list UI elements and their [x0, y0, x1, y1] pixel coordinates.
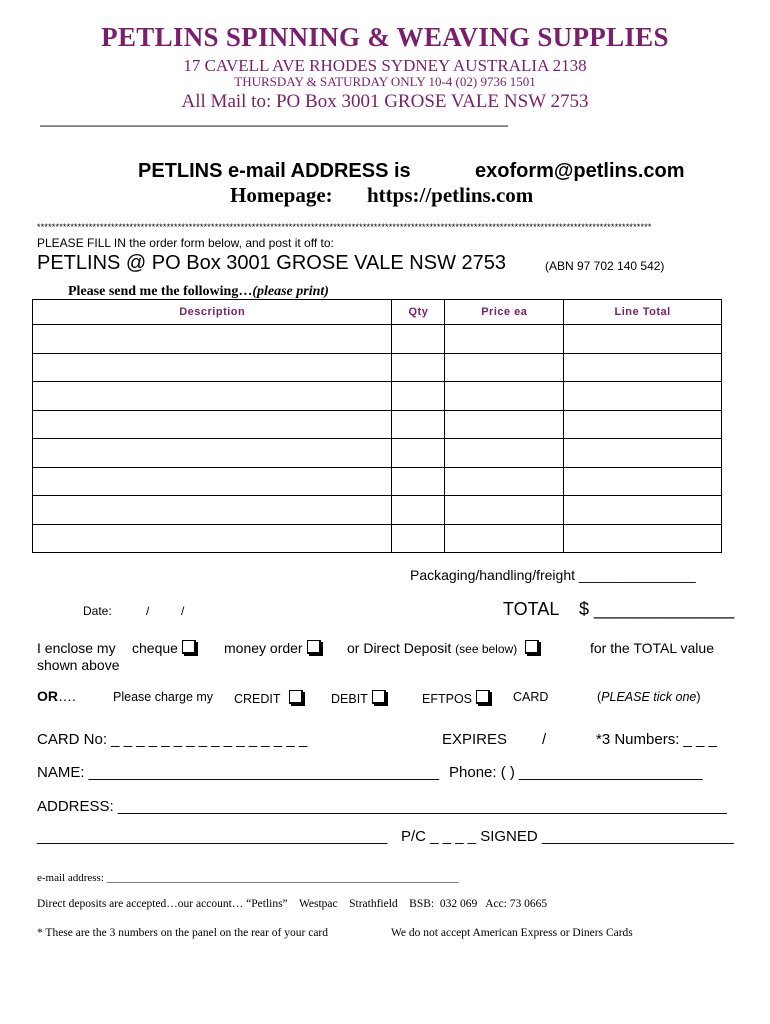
description-cell[interactable] [33, 325, 392, 354]
description-cell[interactable] [33, 524, 392, 553]
direct-deposit-option[interactable] [347, 640, 539, 656]
email-field[interactable]: e-mail address: ________________________________________________________________ [37, 872, 459, 884]
debit-option[interactable] [331, 690, 386, 706]
tick-one-text: PLEASE tick one [601, 690, 697, 704]
address-line-2[interactable]: __________________________________________ [37, 828, 388, 845]
card-number-field[interactable]: CARD No: _ _ _ _ _ _ _ _ _ _ _ _ _ _ _ _ [37, 731, 308, 748]
store-address: 17 CAVELL AVE RHODES SYDNEY AUSTRALIA 2138 [183, 56, 587, 75]
qty-cell[interactable] [392, 524, 445, 553]
line-total-cell[interactable] [564, 439, 722, 468]
packaging-line[interactable]: Packaging/handling/freight _______________ [410, 567, 696, 583]
three-numbers-note: * These are the 3 numbers on the panel on the rear of your card [37, 927, 329, 939]
line-total-cell[interactable] [564, 524, 722, 553]
table-row [33, 325, 722, 354]
store-title: PETLINS SPINNING & WEAVING SUPPLIES [101, 22, 669, 52]
credit-option[interactable] [234, 690, 303, 706]
send-following-text: Please send me the following… [68, 284, 253, 299]
three-numbers-field[interactable]: *3 Numbers: _ _ _ [596, 731, 717, 748]
description-cell[interactable] [33, 353, 392, 382]
tick-one-note: (PLEASE tick one) [597, 690, 701, 704]
column-header-description: Description [33, 300, 392, 325]
date-slash-1: / [146, 604, 150, 618]
line-total-cell[interactable] [564, 382, 722, 411]
line-total-cell[interactable] [564, 496, 722, 525]
direct-deposit-details: Direct deposits are accepted…our account… “Petlins” Westpac Strathfield BSB: 032 069 Acc: 73 0665 [37, 898, 548, 910]
credit-checkbox[interactable] [289, 690, 303, 704]
address-field[interactable]: ADDRESS: _________________________________________________________________________ [37, 798, 727, 815]
table-row [33, 467, 722, 496]
card-label: CARD [513, 690, 549, 704]
expires-label: EXPIRES [442, 731, 508, 748]
homepage-link[interactable]: https://petlins.com [367, 183, 534, 207]
column-header-price: Price ea [445, 300, 564, 325]
qty-cell[interactable] [392, 496, 445, 525]
homepage-label: Homepage: [230, 183, 333, 207]
description-cell[interactable] [33, 382, 392, 411]
cheque-option[interactable] [132, 640, 196, 656]
debit-label: DEBIT [331, 692, 368, 706]
line-total-cell[interactable] [564, 325, 722, 354]
eftpos-label: EFTPOS [422, 692, 473, 706]
price-cell[interactable] [445, 382, 564, 411]
email-label: PETLINS e-mail ADDRESS is [138, 160, 411, 182]
table-row [33, 382, 722, 411]
line-total-cell[interactable] [564, 410, 722, 439]
email-address[interactable]: exoform@petlins.com [475, 160, 685, 182]
table-row [33, 496, 722, 525]
credit-label: CREDIT [234, 692, 281, 706]
qty-cell[interactable] [392, 325, 445, 354]
money-order-label: money order [224, 640, 303, 656]
order-table [32, 299, 722, 553]
qty-cell[interactable] [392, 382, 445, 411]
or-label [37, 688, 76, 704]
money-order-option[interactable] [224, 640, 321, 656]
date-slash-2: / [181, 604, 185, 618]
price-cell[interactable] [445, 353, 564, 382]
column-header-line-total: Line Total [564, 300, 722, 325]
table-row [33, 524, 722, 553]
price-cell[interactable] [445, 496, 564, 525]
table-header-row [33, 300, 722, 325]
mail-address: All Mail to: PO Box 3001 GROSE VALE NSW 2753 [181, 91, 589, 112]
or-text: OR [37, 688, 58, 704]
description-cell[interactable] [33, 439, 392, 468]
table-row [33, 439, 722, 468]
line-total-cell[interactable] [564, 353, 722, 382]
expires-field[interactable]: / [542, 731, 547, 748]
phone-field[interactable]: Phone: ( ) ______________________ [449, 764, 703, 781]
abn-number: (ABN 97 702 140 542) [545, 259, 665, 273]
description-cell[interactable] [33, 410, 392, 439]
table-row [33, 410, 722, 439]
money-order-checkbox[interactable] [307, 640, 321, 654]
store-hours: THURSDAY & SATURDAY ONLY 10-4 (02) 9736 1501 [234, 74, 536, 89]
qty-cell[interactable] [392, 410, 445, 439]
post-to-address: PETLINS @ PO Box 3001 GROSE VALE NSW 2753 [37, 252, 507, 274]
please-print-text: (please print) [252, 284, 329, 299]
date-label: Date: [83, 604, 112, 618]
fill-in-instruction: PLEASE FILL IN the order form below, and post it off to: [37, 236, 334, 250]
price-cell[interactable] [445, 410, 564, 439]
no-amex-note: We do not accept American Express or Diners Cards [391, 927, 633, 939]
shown-above-text: shown above [37, 657, 120, 673]
qty-cell[interactable] [392, 467, 445, 496]
cheque-label: cheque [132, 640, 178, 656]
price-cell[interactable] [445, 439, 564, 468]
description-cell[interactable] [33, 467, 392, 496]
or-ellipsis: …. [58, 688, 76, 704]
price-cell[interactable] [445, 467, 564, 496]
eftpos-checkbox[interactable] [476, 690, 490, 704]
table-row [33, 353, 722, 382]
charge-my-label: Please charge my [113, 690, 214, 704]
total-value-text: for the TOTAL value [590, 640, 714, 656]
total-label: TOTAL [503, 599, 560, 619]
name-field[interactable]: NAME: __________________________________________ [37, 764, 440, 781]
cheque-checkbox[interactable] [182, 640, 196, 654]
description-cell[interactable] [33, 496, 392, 525]
qty-cell[interactable] [392, 439, 445, 468]
direct-deposit-label: or Direct Deposit [347, 640, 452, 656]
column-header-qty: Qty [392, 300, 445, 325]
header-rule: ____________________________________________________ [40, 108, 508, 128]
eftpos-option[interactable] [422, 690, 490, 706]
enclose-label: I enclose my [37, 640, 116, 656]
send-following-label [68, 284, 329, 300]
star-divider: ********************************************************************************************************************************************************************** [37, 222, 652, 232]
line-total-cell[interactable] [564, 467, 722, 496]
debit-checkbox[interactable] [372, 690, 386, 704]
price-cell[interactable] [445, 325, 564, 354]
total-value-field[interactable]: $ ______________ [579, 599, 735, 619]
direct-deposit-checkbox[interactable] [525, 640, 539, 654]
price-cell[interactable] [445, 524, 564, 553]
pc-signed-field[interactable]: P/C _ _ _ _ SIGNED _______________________ [401, 828, 734, 845]
qty-cell[interactable] [392, 353, 445, 382]
see-below-note: (see below) [455, 642, 518, 656]
